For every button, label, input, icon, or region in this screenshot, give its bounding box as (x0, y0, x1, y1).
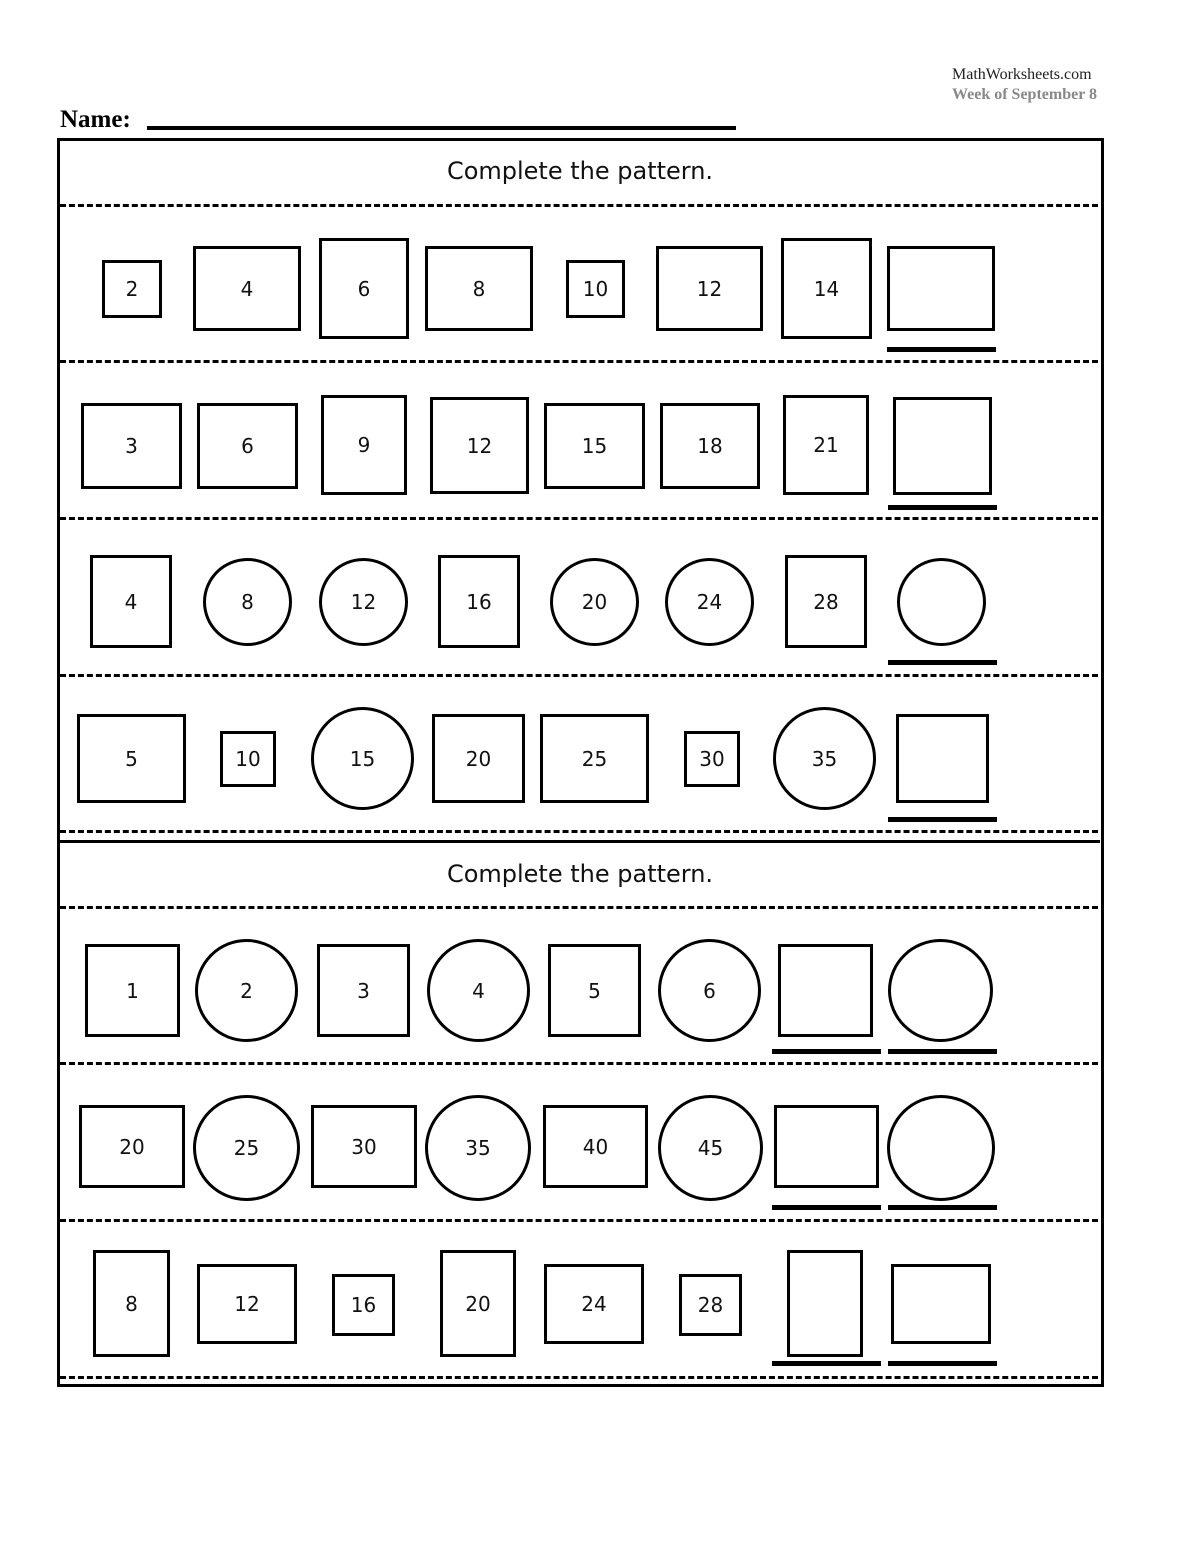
pattern-circle: 45 (658, 1095, 763, 1201)
pattern-square: 10 (566, 260, 625, 318)
answer-circle[interactable] (887, 1095, 995, 1201)
divider (60, 1219, 1098, 1222)
divider (60, 517, 1098, 520)
pattern-square: 6 (319, 238, 409, 339)
answer-underline (772, 1361, 881, 1366)
divider (60, 674, 1098, 677)
pattern-square: 16 (332, 1274, 395, 1336)
pattern-square: 30 (311, 1105, 417, 1188)
pattern-square: 5 (77, 714, 186, 803)
section-separator (60, 840, 1100, 843)
divider (60, 1376, 1098, 1379)
answer-square[interactable] (787, 1250, 863, 1357)
pattern-circle: 35 (425, 1095, 531, 1201)
pattern-square: 20 (440, 1250, 516, 1357)
pattern-square: 40 (543, 1105, 648, 1188)
pattern-square: 20 (79, 1105, 185, 1188)
pattern-square: 18 (660, 403, 760, 489)
answer-square[interactable] (887, 246, 995, 331)
pattern-square: 3 (317, 944, 410, 1037)
divider (60, 360, 1098, 363)
answer-underline (888, 817, 997, 822)
pattern-square: 14 (781, 238, 872, 339)
pattern-square: 4 (90, 555, 172, 648)
answer-underline (888, 1205, 997, 1210)
pattern-circle: 25 (193, 1095, 300, 1201)
answer-circle[interactable] (888, 939, 993, 1042)
pattern-square: 30 (684, 731, 740, 787)
pattern-square: 12 (430, 397, 529, 494)
pattern-square: 8 (425, 246, 533, 331)
pattern-circle: 15 (311, 707, 414, 810)
answer-square[interactable] (778, 944, 873, 1037)
answer-square[interactable] (774, 1105, 879, 1188)
pattern-circle: 20 (550, 558, 639, 646)
answer-underline (887, 347, 996, 352)
answer-underline (772, 1205, 881, 1210)
pattern-circle: 24 (665, 558, 754, 646)
name-label: Name: (60, 106, 131, 133)
pattern-square: 10 (220, 731, 276, 787)
divider (60, 204, 1098, 207)
section-1-instruction: Complete the pattern. (446, 157, 714, 185)
answer-square[interactable] (893, 397, 992, 495)
pattern-circle: 8 (203, 558, 292, 646)
pattern-square: 4 (193, 246, 301, 331)
section-2-instruction: Complete the pattern. (446, 860, 714, 888)
pattern-circle: 12 (319, 558, 408, 646)
divider (60, 830, 1098, 833)
pattern-square: 5 (548, 944, 641, 1037)
pattern-square: 6 (197, 403, 298, 489)
pattern-square: 3 (81, 403, 182, 489)
divider (60, 1062, 1098, 1065)
pattern-square: 15 (544, 403, 645, 489)
pattern-square: 16 (438, 555, 520, 648)
pattern-square: 20 (432, 714, 525, 803)
divider (60, 906, 1098, 909)
answer-underline (888, 505, 997, 510)
pattern-circle: 4 (427, 939, 530, 1042)
pattern-circle: 2 (195, 939, 298, 1042)
pattern-square: 21 (783, 395, 869, 495)
pattern-circle: 6 (658, 939, 761, 1042)
name-input-line[interactable] (147, 126, 736, 130)
answer-underline (772, 1049, 881, 1054)
answer-underline (888, 660, 997, 665)
answer-square[interactable] (891, 1264, 991, 1344)
pattern-square: 28 (679, 1274, 742, 1336)
pattern-square: 25 (540, 714, 649, 803)
pattern-square: 2 (102, 260, 162, 318)
pattern-square: 1 (85, 944, 180, 1037)
week-label: Week of September 8 (952, 86, 1098, 103)
pattern-square: 12 (656, 246, 763, 331)
pattern-square: 9 (321, 395, 407, 495)
answer-circle[interactable] (897, 558, 986, 646)
pattern-square: 12 (197, 1264, 297, 1344)
answer-underline (888, 1361, 997, 1366)
pattern-square: 8 (93, 1250, 170, 1357)
site-brand: MathWorksheets.com (952, 66, 1092, 83)
answer-underline (888, 1049, 997, 1054)
pattern-square: 28 (785, 555, 867, 648)
answer-square[interactable] (896, 714, 989, 803)
pattern-circle: 35 (773, 707, 876, 810)
pattern-square: 24 (544, 1264, 644, 1344)
